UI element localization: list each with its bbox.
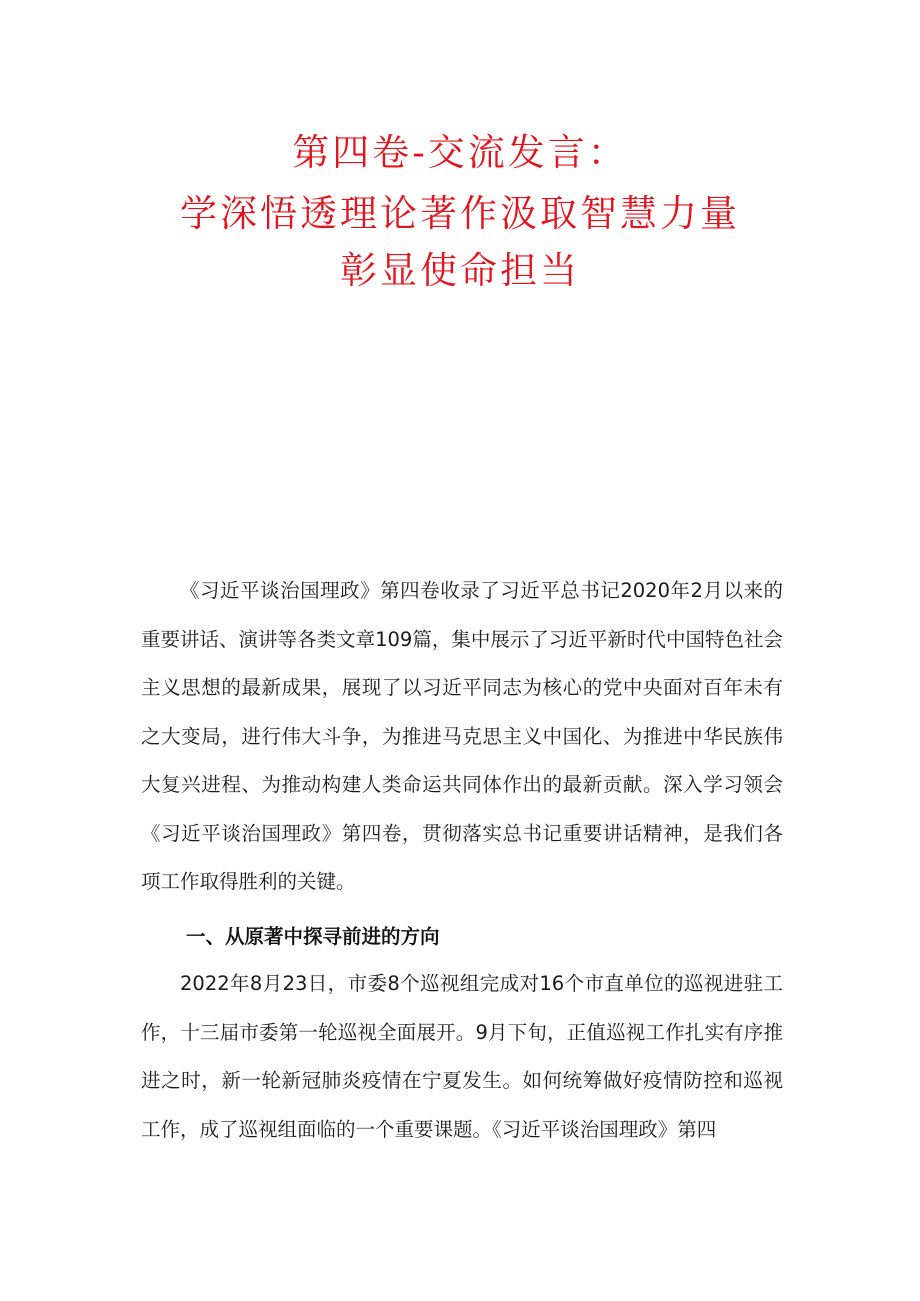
paragraph-section-1 xyxy=(141,960,783,1154)
paragraph-intro xyxy=(141,567,783,907)
paragraph-text: 《习近平谈治国理政》第四卷收录了习近平总书记2020年2月以来的重要讲话、演讲等各类文章109篇，集中展示了习近平新时代中国特色社会主义思想的最新成果，展现了以习近平同志为核心的党中央面对百年未有之大变局，进行伟大斗争，为推进马克思主义中国化、为推进中华民族伟大复兴进程、为推动构建人类命运共同体作出的最新贡献。深入学习领会《习近平谈治国理政》第四卷，贯彻落实总书记重要讲话精神，是我们各项工作取得胜利的关键。 xyxy=(141,579,783,893)
title-line-3: 彰显使命担当 xyxy=(340,249,580,292)
section-heading: 一、从原著中探寻前进的方向 xyxy=(186,925,440,948)
title-line-1: 第四卷-交流发言： xyxy=(292,131,628,174)
paragraph-text: 2022年8月23日，市委8个巡视组完成对16个市直单位的巡视进驻工作，十三届市委第一轮巡视全面展开。9月下旬，正值巡视工作扎实有序推进之时，新一轮新冠肺炎疫情在宁夏发生。如何统筹做好疫情防控和巡视工作，成了巡视组面临的一个重要课题。《习近平谈治国理政》第四 xyxy=(141,972,783,1141)
title-line-2: 学深悟透理论著作汲取智慧力量 xyxy=(180,192,740,235)
